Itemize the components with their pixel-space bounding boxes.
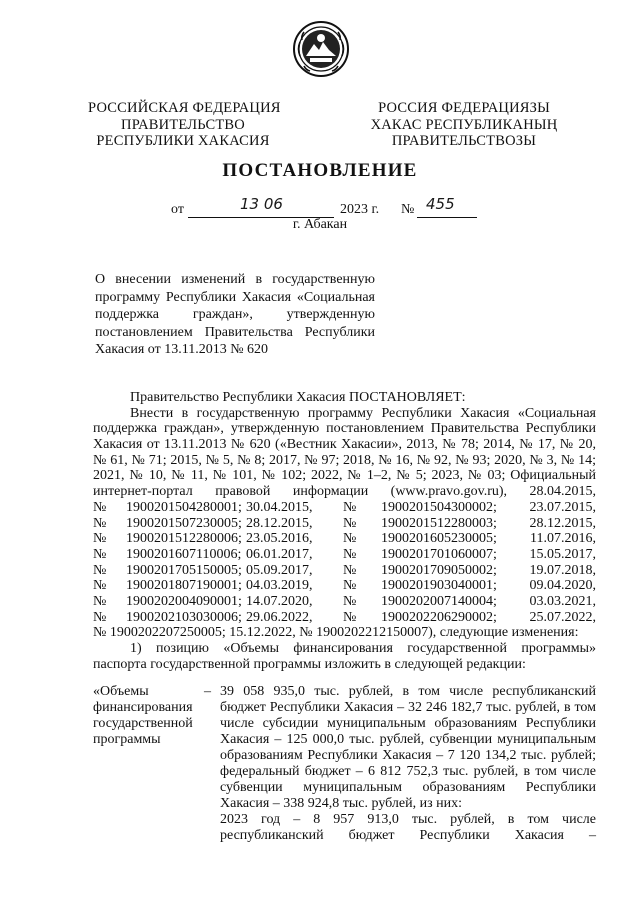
coat-of-arms-emblem [292,20,350,78]
ref-num-sign: № [93,562,107,578]
header-right-line: ПРАВИТЕЛЬСТВОЗЫ [391,133,537,149]
ref-date: 15.05.2017, [529,546,596,562]
ref-number: 1900201807190001; [126,578,242,594]
ref-number: 1900201504280001; [126,499,242,515]
ref-num-sign: № [93,499,107,515]
funding-value-line: федеральный бюджет – 6 812 752,3 тыс. рублей, в том числе [220,764,596,779]
ref-number: 1900202206290002; [381,609,497,625]
item-1-line: 1) позицию «Объемы финансирования государственной программы» [130,641,596,656]
reference-row [93,531,596,547]
funding-table-value [220,684,596,844]
ref-num-sign: № [93,578,107,594]
ref-number: 1900201512280003; [381,515,497,531]
ref-number: 1900201705150005; [126,562,242,578]
city-label: г. Абакан [292,217,348,232]
reference-row [93,578,596,594]
ref-number: 1900201507230005; [126,515,242,531]
ref-date: 25.07.2022, [529,609,596,625]
body-line: Хакасия от 13.11.2013 № 620 («Вестник Хакасии», 2013, № 78; 2014, № 17, № 20, [93,437,596,453]
ref-num-sign: № [93,531,107,547]
header-left-line: ПРАВИТЕЛЬСТВО [121,116,245,133]
funding-value-line: числе субсидии муниципальным образованиям Республики [220,716,596,731]
number-label: № [401,202,415,217]
ref-num-sign: № [93,593,107,609]
header-left-line: РОССИЙСКАЯ ФЕДЕРАЦИЯ [88,100,281,116]
header-right-line: РОССИЯ ФЕДЕРАЦИЯЗЫ [378,100,550,116]
ref-date: 06.01.2017, [246,546,313,562]
ref-date: 28.12.2015, [246,515,313,531]
ref-number: 1900201504300002; [381,499,497,515]
body-intro: Правительство Республики Хакасия ПОСТАНОВЛЯЕТ: [130,390,466,405]
ref-number: 1900202103030006; [126,609,242,625]
reference-row [93,563,596,579]
ref-date: 19.07.2018, [529,562,596,578]
subject-line: О внесении изменений в государственную [95,272,375,287]
ref-number: 1900202007140004; [381,593,497,609]
funding-value-line: 39 058 935,0 тыс. рублей, в том числе республиканский [220,684,596,699]
ref-num-sign: № [343,593,357,609]
subject-line: Хакасия от 13.11.2013 № 620 [95,342,269,357]
ref-num-sign: № [343,499,357,515]
subject-block [95,271,375,359]
ref-num-sign: № [343,531,357,547]
body-line: 2021, № 10, № 11, № 101, № 102; 2022, № 1–2, № 5; 2023, № 03; Официальный [93,468,596,484]
reference-row [93,547,596,563]
funding-value-line: Хакасия – 338 924,8 тыс. рублей, из них: [220,796,463,811]
ref-number: 1900201512280006; [126,531,242,547]
subject-line: постановлением Правительства Республики [95,324,375,340]
subject-line: поддержка граждан», утвержденную [95,307,375,322]
body-line: поддержка граждан», утвержденную постановлением Правительства Республики [93,421,596,437]
header-right-line: ХАКАС РЕСПУБЛИКАНЫҢ [370,116,558,133]
handwritten-number: 455 [426,195,455,213]
ref-number: 1900201607110006; [126,546,242,562]
header-left-line: РЕСПУБЛИКИ ХАКАСИЯ [96,133,270,149]
body-text [93,390,596,672]
funding-value-line: бюджет Республики Хакасия – 32 246 182,7 тыс. рублей, в том [220,700,596,715]
ref-num-sign: № [343,515,357,531]
funding-table-label [93,684,203,748]
ref-number: 1900201903040001; [381,578,497,594]
subject-line: программу Республики Хакасия «Социальная [95,289,375,305]
ref-num-sign: № [343,546,357,562]
header-right-block [364,100,564,150]
item-1-line: паспорта государственной программы изложить в следующей редакции: [93,656,526,672]
header-left-block [88,100,281,150]
funding-value-line: Хакасия – 125 000,0 тыс. рублей, субвенции муниципальным [220,732,596,747]
body-line: интернет-портал правовой информации (www.pravo.gov.ru), 28.04.2015, [93,484,596,500]
ref-num-sign: № [343,562,357,578]
from-label: от [171,202,184,217]
ref-date: 09.04.2020, [529,578,596,594]
ref-number: 1900201709050002; [381,562,497,578]
ref-date: 29.06.2022, [246,609,313,625]
funding-label-line: финансирования [93,700,193,715]
funding-label-line: «Объемы [93,684,149,699]
funding-dash: – [204,684,211,699]
ref-date: 04.03.2019, [246,578,313,594]
funding-value-line: образованиям Республики Хакасия – 7 120 134,2 тыс. рублей; [220,748,596,763]
ref-number: 1900201605230005; [381,531,497,547]
ref-num-sign: № [343,609,357,625]
ref-num-sign: № [93,609,107,625]
reference-row [93,610,596,626]
body-closing: № 1900202207250005; 15.12.2022, № 1900202212150007), следующие изменения: [93,625,579,641]
funding-label-line: государственной [93,716,193,731]
funding-value-line: республиканский бюджет Республики Хакасия – [220,828,596,843]
body-line: Внести в государственную программу Республики Хакасия «Социальная [130,405,596,421]
ref-date: 03.03.2021, [529,593,596,609]
funding-label-line: программы [93,732,161,747]
ref-date: 11.07.2016, [530,531,596,547]
ref-num-sign: № [93,515,107,531]
ref-date: 23.07.2015, [529,499,596,515]
reference-row [93,594,596,610]
reference-row [93,500,596,516]
reference-row [93,516,596,532]
funding-value-line: 2023 год – 8 957 913,0 тыс. рублей, в том числе [220,812,596,827]
body-line: № 61, № 71; 2015, № 5, № 8; 2017, № 97; 2018, № 16, № 92, № 93; 2020, № 3, № 14; [93,452,596,468]
ref-num-sign: № [343,578,357,594]
ref-number: 1900202004090001; [126,593,242,609]
ref-date: 05.09.2017, [246,562,313,578]
handwritten-date: 13 06 [240,195,283,213]
ref-date: 28.12.2015, [529,515,596,531]
document-title: ПОСТАНОВЛЕНИЕ [222,160,418,181]
ref-date: 14.07.2020, [246,593,313,609]
funding-value-line: субвенции муниципальным образованиям Республики [220,780,596,795]
year-text: 2023 г. [340,202,380,217]
ref-number: 1900201701060007; [381,546,497,562]
ref-num-sign: № [93,546,107,562]
ref-date: 30.04.2015, [246,499,313,515]
ref-date: 23.05.2016, [246,531,313,547]
